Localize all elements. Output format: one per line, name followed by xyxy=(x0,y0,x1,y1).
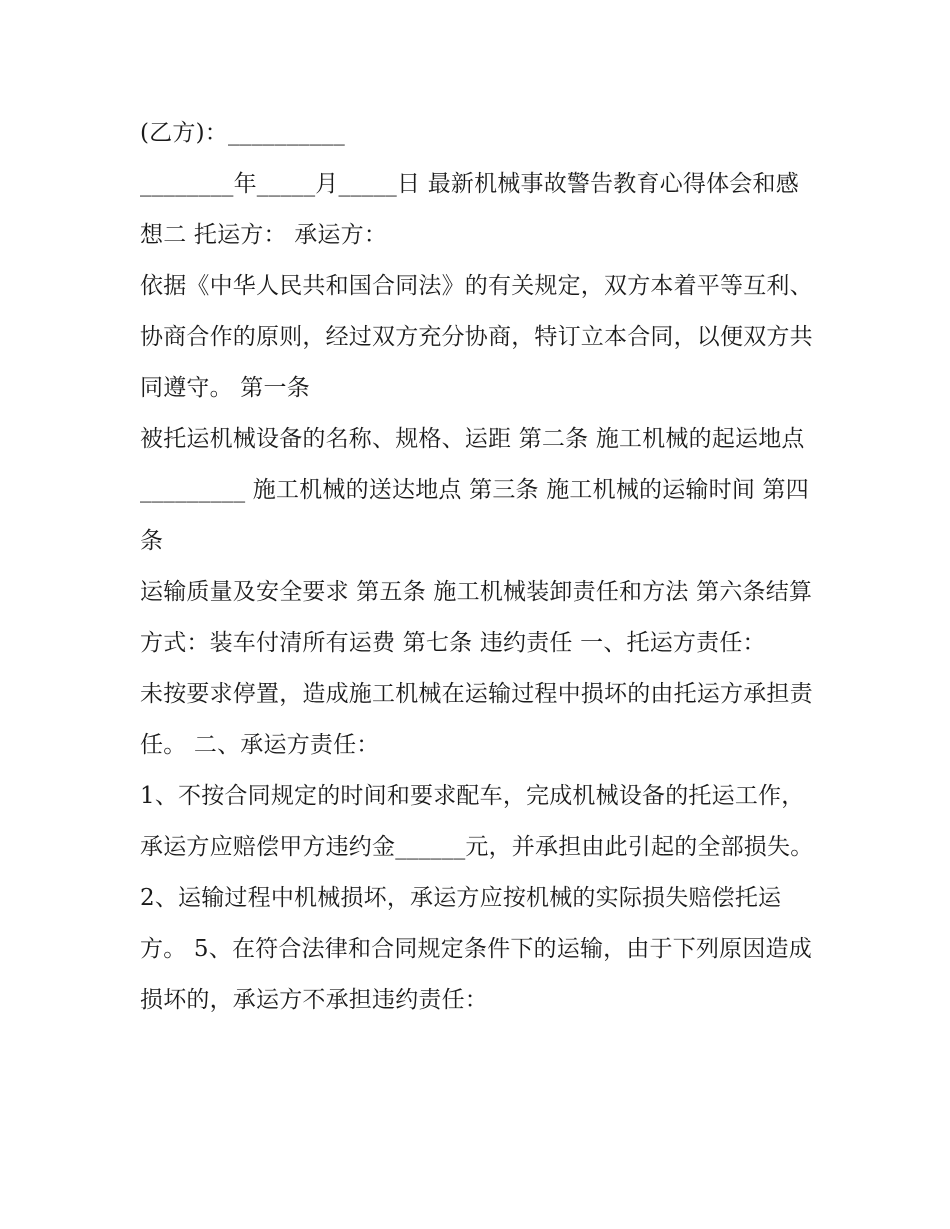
date-and-title-paragraph: ________年_____月_____日 最新机械事故警告教育心得体会和感想二 托运方： 承运方： xyxy=(140,171,799,248)
carrier-clause-1-paragraph: 1、不按合同规定的时间和要求配车，完成机械设备的托运工作，承运方应赔偿甲方违约金______元，并承担由此引起的全部损失。 xyxy=(140,783,814,860)
preamble-paragraph: 依据《中华人民共和国合同法》的有关规定，双方本着平等互利、协商合作的原则，经过双方充分协商，特订立本合同，以便双方共同遵守。 第一条 xyxy=(140,273,813,401)
party-b-line: (乙方)：__________ xyxy=(140,120,345,146)
shipper-liability-paragraph: 未按要求停置，造成施工机械在运输过程中损坏的由托运方承担责任。 二、承运方责任： xyxy=(140,681,813,758)
carrier-clause-2-paragraph: 2、运输过程中机械损坏，承运方应按机械的实际损失赔偿托运方。 5、在符合法律和合同规定条件下的运输，由于下列原因造成损坏的，承运方不承担违约责任： xyxy=(140,885,812,1013)
document-body xyxy=(140,108,820,1026)
articles-1-to-4-paragraph: 被托运机械设备的名称、规格、运距 第二条 施工机械的起运地点 _________ 施工机械的送达地点 第三条 施工机械的运输时间 第四条 xyxy=(140,426,809,554)
articles-4-to-7-paragraph: 运输质量及安全要求 第五条 施工机械装卸责任和方法 第六条结算方式：装车付清所有运费 第七条 违约责任 一、托运方责任： xyxy=(140,579,813,656)
